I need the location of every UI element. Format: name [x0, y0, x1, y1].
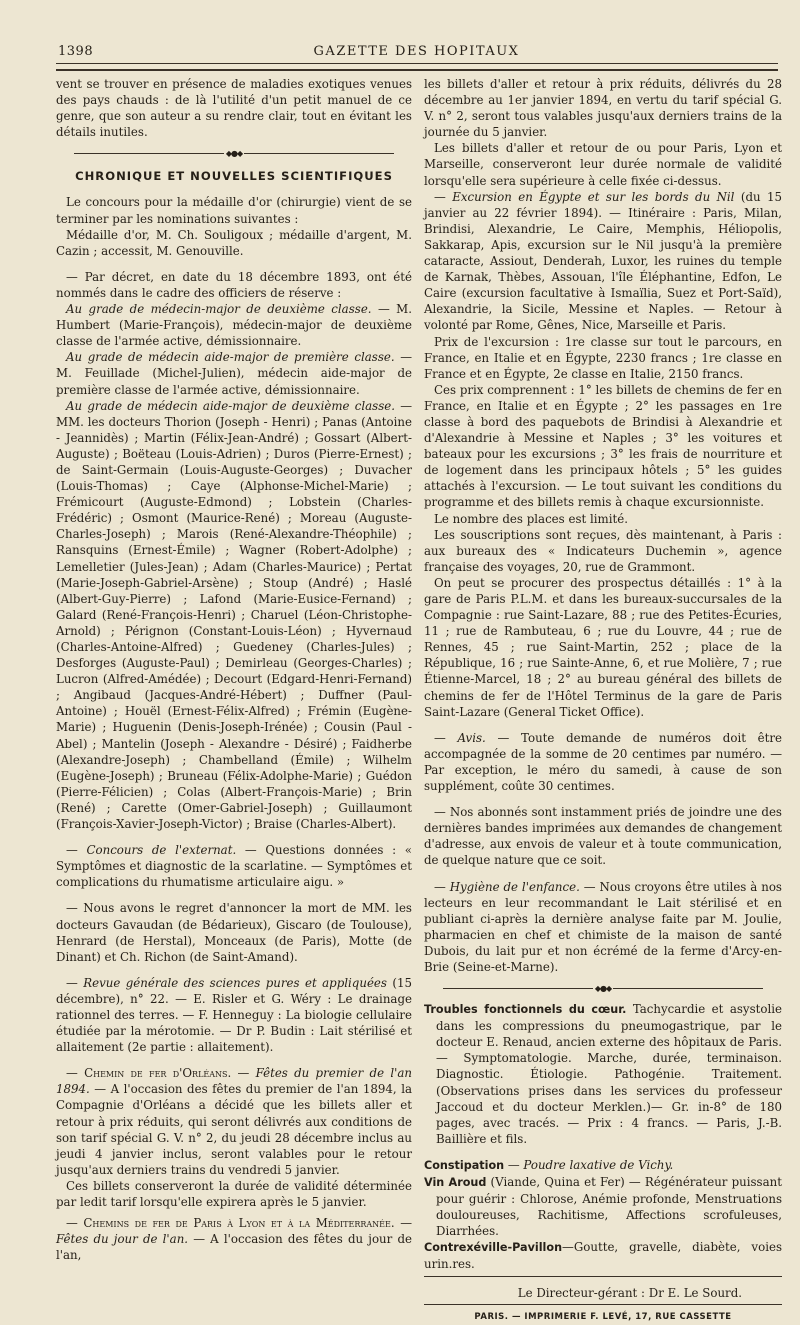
paragraph: Prix de l'excursion : 1re classe sur tout le parcours, en France, en Italie et en Égypte, 2230 francs ; 1re classe en France et en Égypte, 2e classe en Italie, 2150 francs.	[424, 334, 782, 381]
advertisement: Vin Aroud (Viande, Quina et Fer) — Régénérateur puissant pour guérir : Chlorose, Anémie profonde, Menstruations douloureuses, Rachitisme, Affections scrofuleuses, Diarrhées.	[424, 1175, 782, 1239]
page-number: 1398	[58, 44, 94, 59]
paragraph: — Nous avons le regret d'annoncer la mort de MM. les docteurs Gavaudan (de Bédarieux), Giscaro (de Toulouse), Henrard (de Herstal), Monceaux (de Paris), Motte (de Dinant) et Ch. Richon (de Saint-Amand).	[56, 901, 412, 964]
imprint-rule	[424, 1304, 782, 1305]
ad-heading: Contrexéville-Pavillon	[424, 1241, 563, 1255]
paragraph: Au grade de médecin-major de deuxième classe. — M. Humbert (Marie-François), médecin-major de deuxième classe de l'armée active, démissionnaire.	[56, 302, 412, 349]
advertisement: Troubles fonctionnels du cœur. Tachycardie et asystolie dans les compressions du pneumogastrique, par le docteur E. Renaud, ancien externe des hôpitaux de Paris. — Symptomatologie. Marche, durée, terminaison. Diagnostic. Étiologie. Pathogénie. Traitement. (Observations prises dans les services du professeur Jaccoud et du docteur Merklen.)— Gr. in-8° de 180 pages, avec tracés. — Prix : 4 francs. — Paris, J.-B. Baillière et fils.	[424, 1002, 783, 1146]
paragraph: Le concours pour la médaille d'or (chirurgie) vient de se terminer par les nominations suivantes :	[56, 195, 412, 226]
paragraph: Les billets d'aller et retour de ou pour Paris, Lyon et Marseille, conserveront leur durée normale de validité lorsqu'elle sera supérieure à celle fixée ci-dessus.	[424, 141, 782, 188]
advertisement: Contrexéville-Pavillon—Goutte, gravelle, diabète, voies urin.res.	[424, 1240, 782, 1272]
smallcaps-lead: Chemins de fer de Paris à Lyon et à la Méditerranée.	[83, 1216, 395, 1231]
right-column	[424, 76, 782, 1325]
paragraph: Au grade de médecin aide-major de deuxième classe. — MM. les docteurs Thorion (Joseph - Henri) ; Panas (Antoine - Jeannidès) ; Martin (Félix-Jean-André) ; Gossart (Albert-Auguste) ; Boëteau (Louis-Adrien) ; Duros (Pierre-Ernest) ; de Saint-Germain (Louis-Auguste-Georges) ; Duvacher (Louis-Thomas) ; Caye (Alphonse-Michel-Marie) ; Frémicourt (Auguste-Edmond) ; Lobstein (Charles-Frédéric) ; Osmont (Maurice-René) ; Moreau (Auguste-Charles-Joseph) ; Marois (René-Alexandre-Théophile) ; Ransquins (Ernest-Émile) ; Wagner (Robert-Adolphe) ; Lemelletier (Jules-Jean) ; Adam (Charles-Maurice) ; Pertat (Marie-Joseph-Gabriel-Arsène) ; Stoup (André) ; Haslé (Albert-Guy-Pierre) ; Lafond (Marie-Eusice-Fernand) ; Galard (René-François-Henri) ; Charuel (Léon-Christophe-Arnold) ; Pérignon (Constant-Louis-Léon) ; Hyvernaud (Charles-Antoine-Alfred) ; Guedeney (Charles-Jules) ; Desforges (Auguste-Paul) ; Demirleau (Georges-Charles) ; Lucron (Alfred-Amédée) ; Decourt (Edgard-Henri-Fernand) ; Angibaud (Jacques-André-Hébert) ; Duffner (Paul-Antoine) ; Houël (Ernest-Félix-Alfred) ; Frémin (Eugène-Marie) ; Huguenin (Denis-Joseph-Irénée) ; Cousin (Paul - Abel) ; Mantelin (Joseph - Alexandre - Désiré) ; Faidherbe (Alexandre-Joseph) ; Chambelland (Émile) ; Wilhelm (Eugène-Joseph) ; Bruneau (Félix-Adolphe-Marie) ; Guédon (Pierre-Félicien) ; Colas (Albert-François-Marie) ; Brin (René) ; Carette (Omer-Gabriel-Joseph) ; Guillaumont (François-Xavier-Joseph-Victor) ; Braise (Charles-Albert).	[56, 398, 412, 832]
ornament-divider: ◆●◆	[56, 146, 412, 160]
paragraph: — Revue générale des sciences pures et appliquées (15 décembre), n° 22. — E. Risler et G. Wéry : Le drainage rationnel des terres. — F. Henneguy : La biologie cellulaire étudiée par la mérotomie. — Dr P. Budin : Lait stérilisé et allaitement (2e partie : allaitement).	[56, 975, 412, 1055]
advertisement: Constipation — Poudre laxative de Vichy.	[424, 1157, 674, 1172]
left-column	[56, 76, 412, 1263]
ad-heading: Constipation	[424, 1158, 505, 1172]
smallcaps-lead: Chemin de fer d'Orléans.	[84, 1066, 232, 1081]
intro-paragraph: vent se trouver en présence de maladies exotiques venues des pays chauds : de là l'utilité d'un petit manuel de ce genre, que son auteur a su rendre clair, tout en évitant les détails inutiles.	[56, 77, 412, 140]
paragraph: — Nos abonnés sont instamment priés de joindre une des dernières bandes imprimées aux demandes de changement d'adresse, aux envois de valeur et à toute communication, de quelque nature que ce soit.	[424, 805, 782, 868]
signature-rule	[424, 1276, 782, 1277]
paragraph: Le nombre des places est limité.	[434, 511, 628, 526]
italic-lead: Excursion en Égypte et sur les bords du Nil	[452, 189, 735, 204]
paragraph: — Concours de l'externat. — Questions données : « Symptômes et diagnostic de la scarlatine. — Symptômes et complications du rhumatisme articulaire aigu. »	[56, 843, 412, 890]
paragraph: Au grade de médecin aide-major de première classe. — M. Feuillade (Michel-Julien), médecin aide-major de première classe de l'armée active, démissionnaire.	[56, 350, 412, 397]
ornament-divider: ◆●◆	[424, 981, 782, 995]
paragraph: les billets d'aller et retour à prix réduits, délivrés du 28 décembre au 1er janvier 1894, en vertu du tarif spécial G. V. n° 2, seront tous valables jusqu'aux derniers trains de la journée du 5 janvier.	[424, 77, 782, 140]
paragraph: Les souscriptions sont reçues, dès maintenant, à Paris : aux bureaux des « Indicateurs Duchemin », agence française des voyages, 20, rue de Grammont.	[424, 527, 782, 574]
italic-lead: Concours de l'externat.	[86, 843, 237, 858]
paragraph: Ces prix comprennent : 1° les billets de chemins de fer en France, en Italie et en Égypte ; 2° les passages en 1re classe à bord des paquebots de Brindisi à Alexandrie et d'Alexandrie à Messine et Naples ; 3° les voitures et bateaux pour les excursions ; 3° les frais de nourriture et de logement dans les principaux hôtels ; 5° les guides attachés à l'excursion. — Le tout suivant les conditions du programme et des billets remis à chaque excursionniste.	[424, 382, 782, 510]
paragraph: — Hygiène de l'enfance. — Nous croyons être utiles à nos lecteurs en leur recommandant le Lait stérilisé et en publiant ci-après la dernière analyse faite par M. Joulie, pharmacien en chef et chimiste de la maison de santé Dubois, du lait pur et non écrémé de la ferme d'Arcy-en-Brie (Seine-et-Marne).	[424, 879, 782, 974]
imprint: PARIS. — IMPRIMERIE F. LEVÉ, 17, RUE CASSETTE	[474, 1311, 732, 1322]
paragraph: — Chemins de fer de Paris à Lyon et à la Méditerranée. — Fêtes du jour de l'an. — A l'occasion des fêtes du jour de l'an,	[56, 1216, 413, 1263]
paragraph: — Excursion en Égypte et sur les bords du Nil (du 15 janvier au 22 février 1894). — Itinéraire : Paris, Milan, Brindisi, Alexandrie, Le Caire, Memphis, Héliopolis, Sakkarap, Apis, excursion sur le Nil jusqu'à la première cataracte, Assiout, Denderah, Luxor, les ruines du temple de Karnak, Thèbes, Assouan, l'île Éléphantine, Edfon, Le Caire (excursion facultative à Ismaïlia, Suez et Port-Saïd), Alexandrie, la Sicile, Messine et Naples. — Retour à volonté par Rome, Gênes, Nice, Marseille et Paris.	[424, 189, 782, 333]
paragraph: — Chemin de fer d'Orléans. — Fêtes du premier de l'an 1894. — A l'occasion des fêtes du premier de l'an 1894, la Compagnie d'Orléans a décidé que les billets aller et retour à prix réduits, qui seront délivrés aux conditions de son tarif spécial G. V. n° 2, du jeudi 28 décembre inclus au jeudi 4 janvier inclus, seront valables pour le retour jusqu'aux derniers trains du vendredi 5 janvier.	[56, 1066, 412, 1177]
paragraph: — Par décret, en date du 18 décembre 1893, ont été nommés dans le cadre des officiers de réserve :	[56, 269, 412, 300]
italic-lead: Revue générale des sciences pures et appliquées	[83, 975, 387, 990]
journal-title: GAZETTE DES HOPITAUX	[313, 44, 520, 59]
paragraph: Médaille d'or, M. Ch. Souligoux ; médaille d'argent, M. Cazin ; accessit, M. Genouville.	[56, 227, 412, 258]
paragraph: On peut se procurer des prospectus détaillés : 1° à la gare de Paris P.L.M. et dans les bureaux-succursales de la Compagnie : rue Saint-Lazare, 88 ; rue des Petites-Écuries, 11 ; rue de Rambuteau, 6 ; rue du Louvre, 44 ; rue de Rennes, 45 ; rue Saint-Martin, 252 ; place de la République, 16 ; rue Sainte-Anne, 6, et rue Molière, 7 ; rue Étienne-Marcel, 18 ; 2° au bureau général des billets de chemins de fer de l'Hôtel Terminus de la gare de Paris Saint-Lazare (General Ticket Office).	[424, 575, 782, 719]
ad-heading: Troubles fonctionnels du cœur.	[424, 1003, 627, 1017]
italic-lead: Avis.	[457, 730, 486, 745]
header-rule	[56, 63, 778, 71]
ad-heading: Vin Aroud	[424, 1176, 487, 1189]
italic-lead: Au grade de médecin aide-major de deuxième classe.	[66, 398, 395, 413]
italic-lead: Fêtes du jour de l'an.	[56, 1232, 189, 1247]
italic-lead: Hygiène de l'enfance.	[449, 879, 580, 894]
signature: Le Directeur-gérant : Dr E. Le Sourd.	[517, 1285, 742, 1300]
italic-lead: Au grade de médecin-major de deuxième classe.	[66, 302, 372, 317]
italic-lead: Fêtes du premier de l'an 1894.	[56, 1066, 412, 1097]
section-title: CHRONIQUE ET NOUVELLES SCIENTIFIQUES	[75, 169, 393, 184]
paragraph: Ces billets conserveront la durée de validité déterminée par ledit tarif lorsqu'elle expirera après le 5 janvier.	[56, 1178, 412, 1209]
paragraph: — Avis. — Toute demande de numéros doit être accompagnée de la somme de 20 centimes par numéro. — Par exception, le méro du samedi, à cause de son supplément, coûte 30 centimes.	[424, 730, 783, 794]
italic-lead: Au grade de médecin aide-major de première classe.	[66, 350, 395, 365]
